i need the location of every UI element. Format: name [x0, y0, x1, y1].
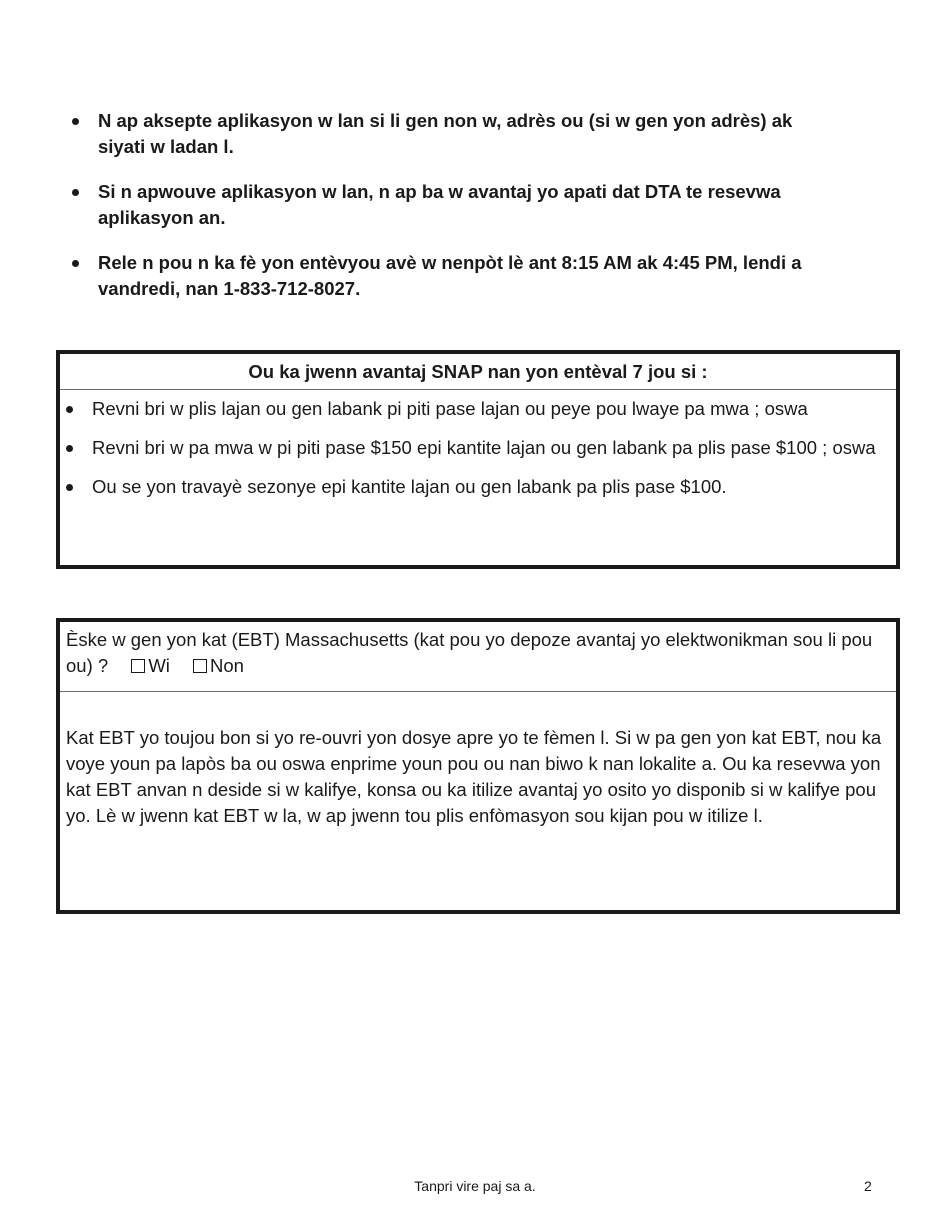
page-number: 2: [864, 1178, 872, 1194]
turn-page-note: Tanpri vire paj sa a.: [414, 1178, 536, 1194]
yes-label: Wi: [148, 655, 170, 676]
eligibility-box-title: Ou ka jwenn avantaj SNAP nan yon entèval 7 jou si :: [60, 354, 896, 390]
ebt-card-info: Kat EBT yo toujou bon si yo re-ouvri yon dosye apre yo te fèmen l. Si w pa gen yon kat EBT, nou ka voye youn pa lapòs ba ou oswa enprime youn pou ou nan biwo k nan lokalite a. Ou ka resevwa yon kat EBT anvan n deside si w kalifye, konsa ou ka itilize avantaj yo osito yo disponib si w kalifye pou yo. Lè w jwenn kat EBT w la, w ap jwenn tou plis enfòmasyon sou kijan pou w itilize l.: [66, 727, 882, 826]
ebt-question-text: Èske w gen yon kat (EBT) Massachusetts (kat pou yo depoze avantaj yo elektwonikman sou li pou ou) ?: [66, 629, 873, 676]
intro-bullet: Si n apwouve aplikasyon w lan, n ap ba w avantaj yo apati dat DTA te resevwa aplikasyon an.: [70, 179, 830, 231]
intro-bullet: N ap aksepte aplikasyon w lan si li gen non w, adrès ou (si w gen yon adrès) ak siyati w ladan l.: [70, 108, 830, 160]
intro-bullet: Rele n pou n ka fè yon entèvyou avè w nenpòt lè ant 8:15 AM ak 4:45 PM, lendi a vandredi, nan 1-833-712-8027.: [70, 250, 830, 302]
eligibility-criterion: Revni bri w pa mwa w pi piti pase $150 epi kantite lajan ou gen labank pa plis pase $100 ; oswa: [60, 435, 896, 461]
yes-checkbox[interactable]: [131, 659, 145, 673]
ebt-card-box: [56, 618, 900, 914]
intro-bullet-list: [70, 108, 830, 321]
snap-7-day-eligibility-box: [56, 350, 900, 569]
ebt-card-question: [60, 622, 896, 692]
no-checkbox[interactable]: [193, 659, 207, 673]
eligibility-criterion: Revni bri w plis lajan ou gen labank pi piti pase lajan ou peye pou lwaye pa mwa ; oswa: [60, 396, 896, 422]
eligibility-criterion: Ou se yon travayè sezonye epi kantite lajan ou gen labank pa plis pase $100.: [60, 474, 896, 500]
eligibility-criteria-list: [60, 396, 896, 500]
no-label: Non: [210, 655, 244, 676]
